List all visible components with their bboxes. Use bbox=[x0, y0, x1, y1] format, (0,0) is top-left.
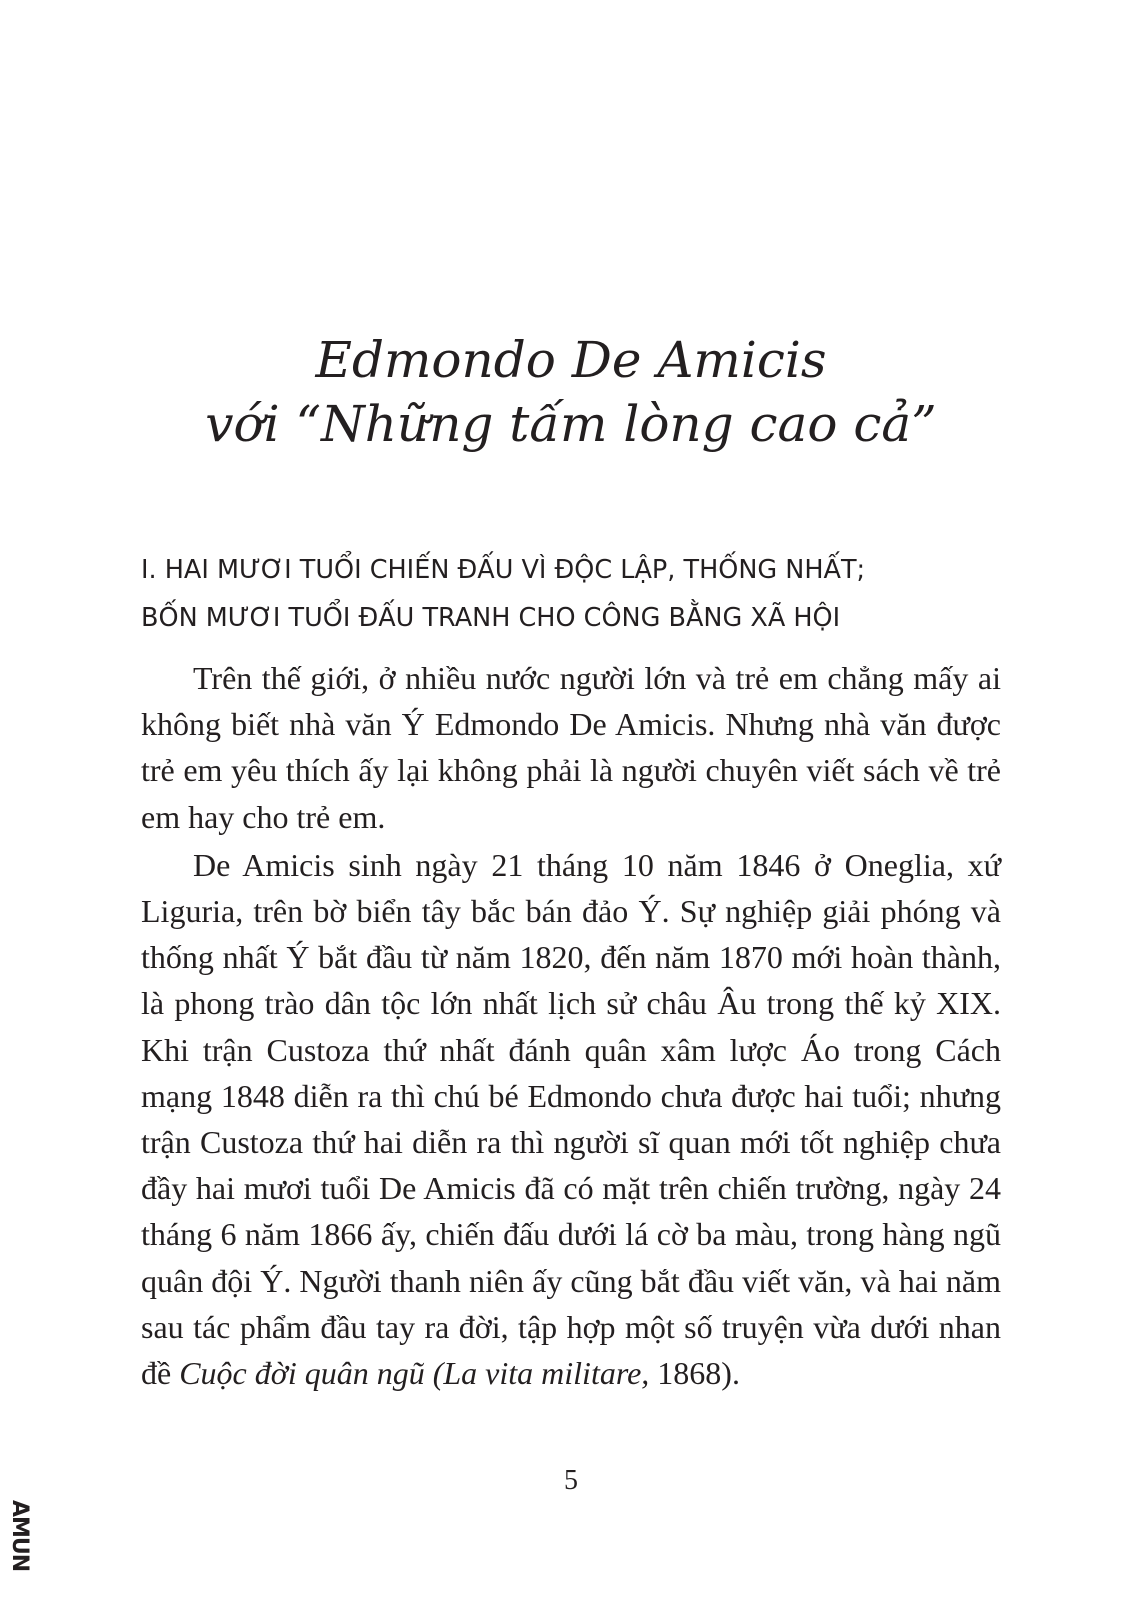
paragraph-2-end: 1868). bbox=[649, 1355, 740, 1392]
page-number: 5 bbox=[564, 1465, 578, 1496]
paragraph-2-text: De Amicis sinh ngày 21 tháng 10 năm 1846 ở Oneglia, xứ Liguria, trên bờ biển tây bắc bán đảo Ý. Sự nghiệp giải phóng và thống nhất Ý bắt đầu từ năm 1820, đến năm 1870 mới hoàn thành, là phong trào dân tộc lớn nhất lịch sử châu Âu trong thế kỷ XIX. Khi trận Custoza thứ nhất đánh quân xâm lược Áo trong Cách mạng 1848 diễn ra thì chú bé Edmondo chưa được hai tuổi; nhưng trận Custoza thứ hai diễn ra thì người sĩ quan mới tốt nghiệp chưa đầy hai mươi tuổi De Amicis đã có mặt trên chiến trường, ngày 24 tháng 6 năm 1866 ấy, chiến đấu dưới lá cờ ba màu, trong hàng ngũ quân đội Ý. Người thanh niên ấy cũng bắt đầu viết văn, và hai năm sau tác phẩm đầu tay ra đời, tập hợp một số truyện vừa dưới nhan đề bbox=[141, 846, 1001, 1392]
section-heading-line-1: I. HAI MƯƠI TUỔI CHIẾN ĐẤU VÌ ĐỘC LẬP, THỐNG NHẤT; bbox=[141, 555, 866, 585]
publisher-logo: AMUN bbox=[7, 1500, 32, 1572]
section-heading-line-2: BỐN MƯƠI TUỔI ĐẤU TRANH CHO CÔNG BẰNG XÃ HỘI bbox=[141, 603, 841, 633]
section-heading bbox=[141, 546, 1021, 642]
book-title-italic: Cuộc đời quân ngũ (La vita militare, bbox=[179, 1355, 650, 1392]
paragraph-2 bbox=[141, 842, 1001, 1396]
title-line-1: Edmondo De Amicis bbox=[315, 331, 827, 389]
body-text bbox=[141, 655, 1001, 1396]
paragraph-1: Trên thế giới, ở nhiều nước người lớn và trẻ em chẳng mấy ai không biết nhà văn Ý Edmondo De Amicis. Nhưng nhà văn được trẻ em yêu thích ấy lại không phải là người chuyên viết sách về trẻ em hay cho trẻ em. bbox=[141, 660, 1001, 835]
title-line-2: với “Những tấm lòng cao cả” bbox=[205, 395, 937, 453]
